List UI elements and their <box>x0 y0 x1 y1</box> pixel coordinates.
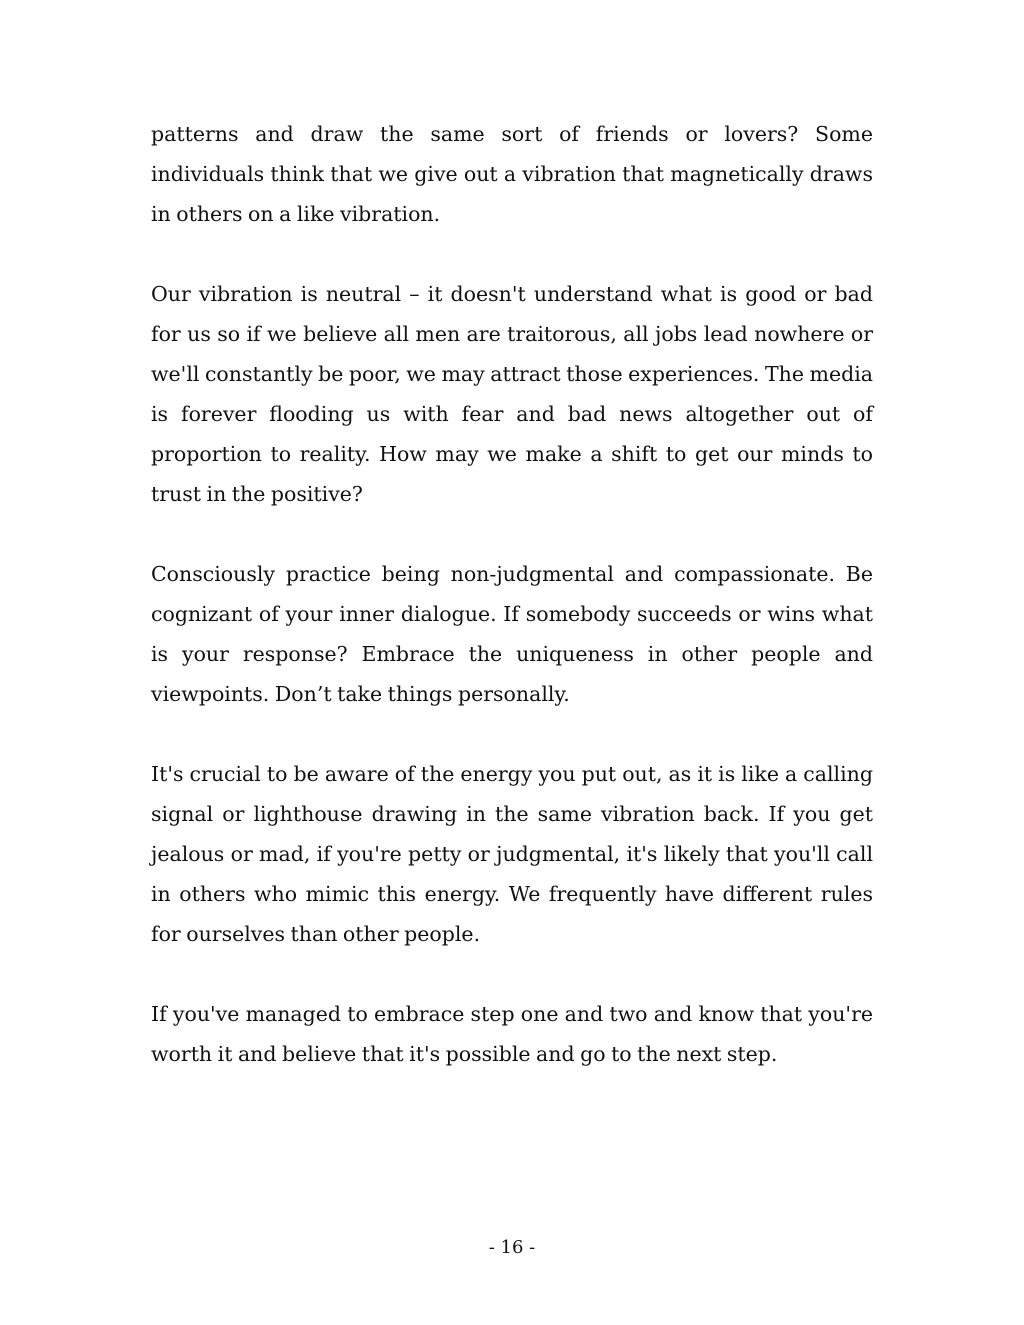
paragraph-2: Our vibration is neutral – it doesn't understand what is good or bad for us so if we believe all men are traitorous, all jobs lead nowhere or we'll constantly be poor, we may attract those experiences. The media is forever flooding us with fear and bad news altogether out of proportion to reality. How may we make a shift to get our minds to trust in the positive? <box>151 282 873 506</box>
body-text <box>151 114 873 1074</box>
paragraph-5: If you've managed to embrace step one and two and know that you're worth it and believe that it's possible and go to the next step. <box>151 1002 873 1066</box>
paragraph-3: Consciously practice being non-judgmental and compassionate. Be cognizant of your inner dialogue. If somebody succeeds or wins what is your response? Embrace the uniqueness in other people and viewpoints. Don’t take things personally. <box>151 562 873 706</box>
page-number: - 16 - <box>488 1237 536 1258</box>
paragraph-4: It's crucial to be aware of the energy you put out, as it is like a calling signal or lighthouse drawing in the same vibration back. If you get jealous or mad, if you're petty or judgmental, it's likely that you'll call in others who mimic this energy. We frequently have different rules for ourselves than other people. <box>151 762 873 946</box>
paragraph-1: patterns and draw the same sort of friends or lovers? Some individuals think that we give out a vibration that magnetically draws in others on a like vibration. <box>151 122 873 226</box>
